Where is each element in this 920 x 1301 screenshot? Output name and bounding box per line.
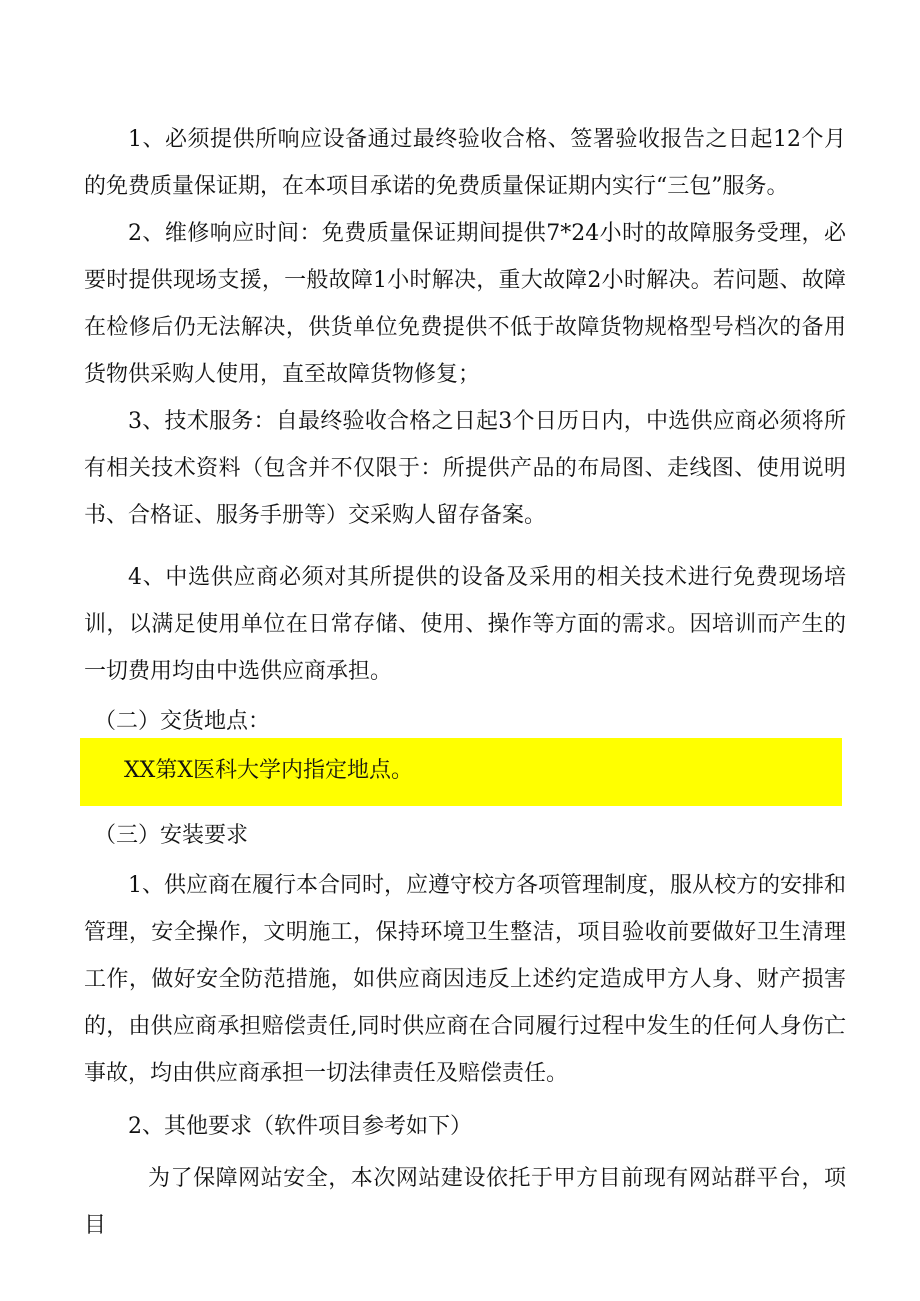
warranty-period-paragraph: 1、必须提供所响应设备通过最终验收合格、签署验收报告之日起12个月的免费质量保证期，在本项目承诺的免费质量保证期内实行“三包”服务。 (84, 127, 846, 199)
delivery-location-text: XX第X医科大学内指定地点。 (124, 758, 413, 783)
repair-response-paragraph: 2、维修响应时间：免费质量保证期间提供7*24小时的故障服务受理，必要时提供现场支援，一般故障1小时解决，重大故障2小时解决。若问题、故障在检修后仍无法解决，供货单位免费提供不低于故障货物规格型号档次的备用货物供采购人使用，直至故障货物修复； (84, 221, 846, 387)
website-security-paragraph: 为了保障网站安全，本次网站建设依托于甲方目前现有网站群平台，项目 (84, 1166, 846, 1238)
delivery-location-heading: （二）交货地点： (94, 709, 271, 734)
installation-rules-paragraph: 1、供应商在履行本合同时，应遵守校方各项管理制度，服从校方的安排和管理，安全操作，文明施工，保持环境卫生整洁，项目验收前要做好卫生清理工作，做好安全防范措施，如供应商因违反上述约定造成甲方人身、财产损害的，由供应商承担赔偿责任,同时供应商在合同履行过程中发生的任何人身伤亡事故，均由供应商承担一切法律责任及赔偿责任。 (84, 873, 846, 1086)
training-paragraph: 4、中选供应商必须对其所提供的设备及采用的相关技术进行免费现场培训，以满足使用单位在日常存储、使用、操作等方面的需求。因培训而产生的一切费用均由中选供应商承担。 (84, 565, 846, 684)
other-requirements-paragraph: 2、其他要求（软件项目参考如下） (128, 1114, 472, 1139)
technical-service-paragraph: 3、技术服务：自最终验收合格之日起3个日历日内，中选供应商必须将所有相关技术资料（包含并不仅限于：所提供产品的布局图、走线图、使用说明书、合格证、服务手册等）交采购人留存备案。 (84, 409, 846, 528)
installation-requirements-heading: （三）安装要求 (94, 823, 249, 848)
